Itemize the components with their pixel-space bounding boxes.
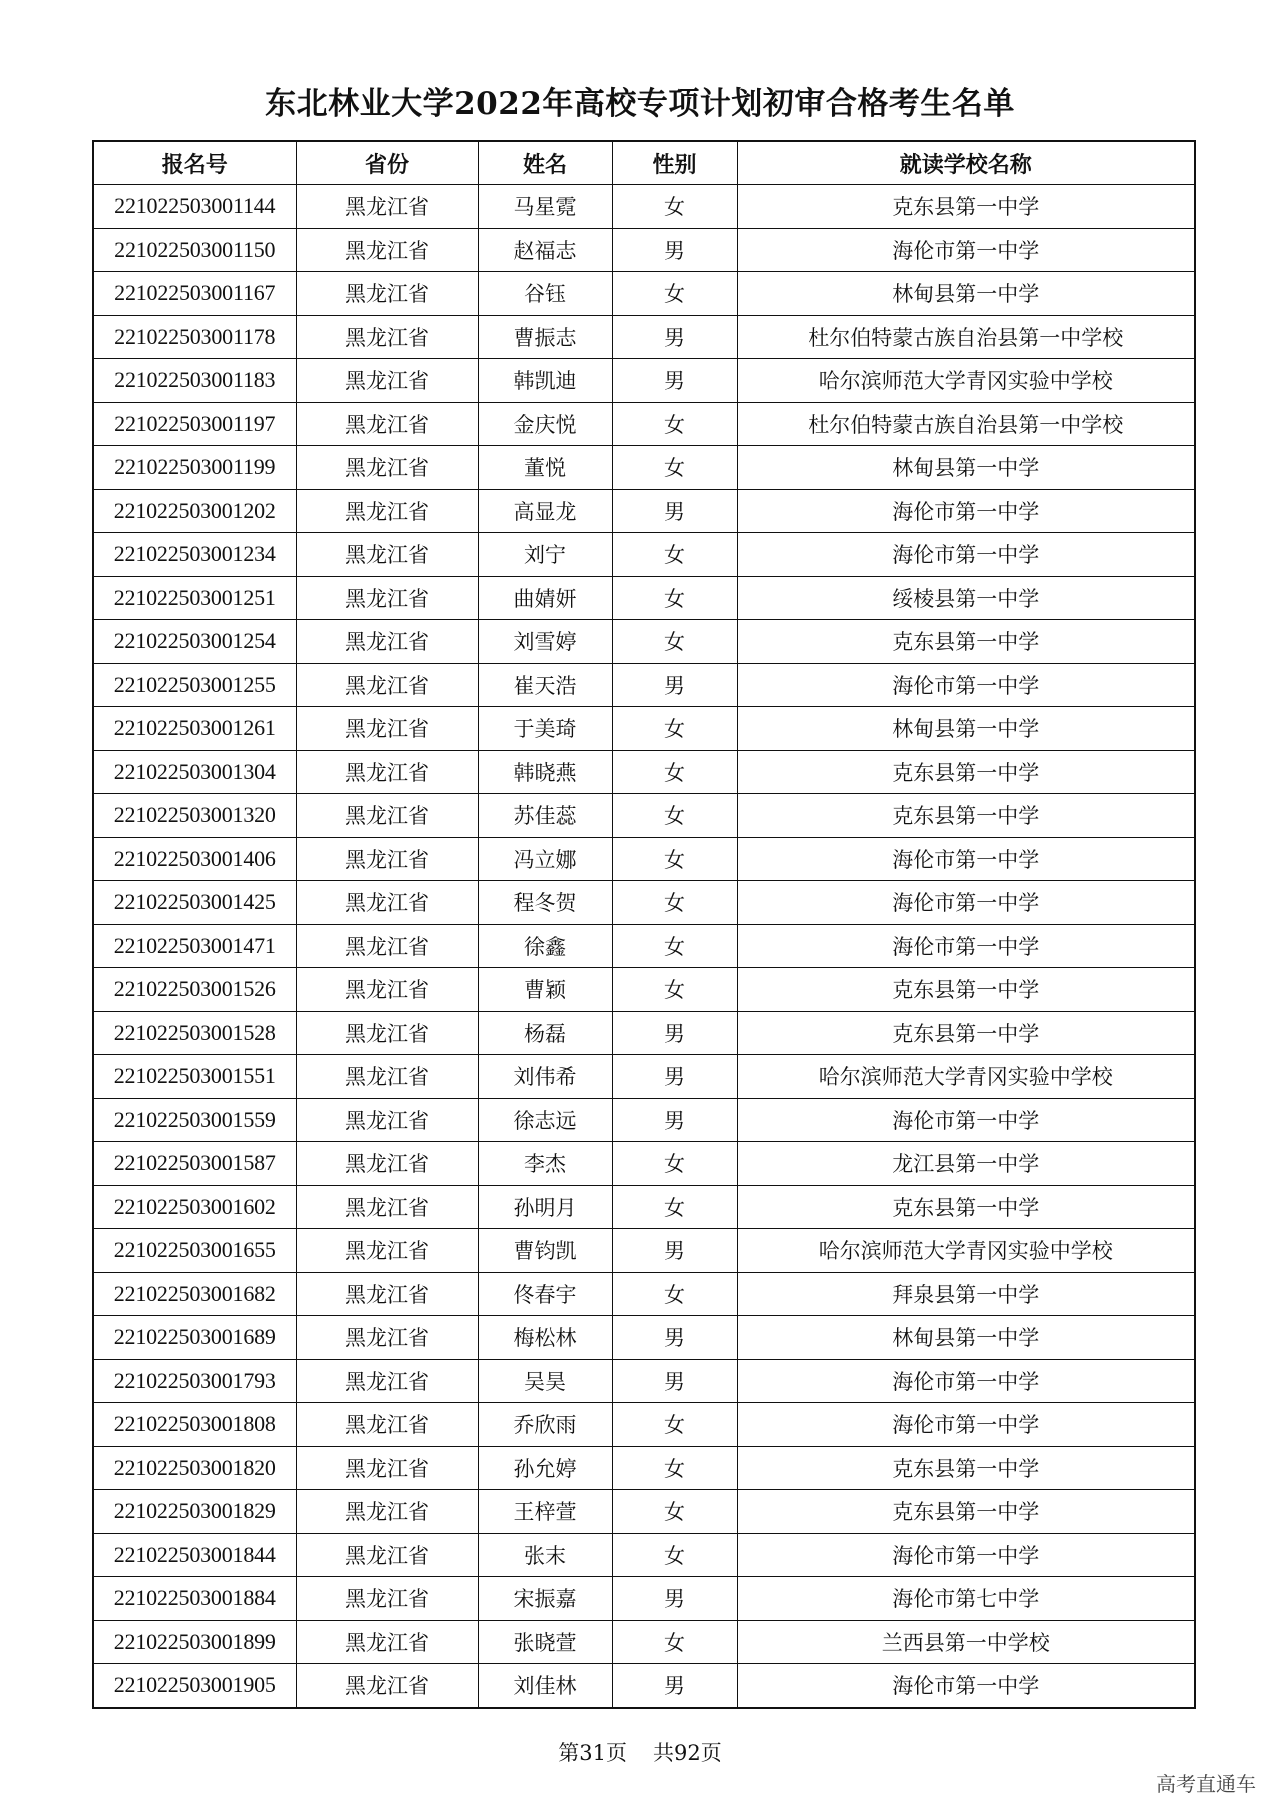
gender-cell: 女: [612, 1142, 737, 1186]
registration-id-cell: 221022503001183: [93, 359, 296, 403]
province-cell: 黑龙江省: [296, 1098, 478, 1142]
school-cell: 林甸县第一中学: [737, 707, 1195, 751]
table-header: [93, 141, 1195, 185]
school-cell: 哈尔滨师范大学青冈实验中学校: [737, 359, 1195, 403]
name-cell: 曹振志: [478, 315, 612, 359]
name-cell: 孙允婷: [478, 1446, 612, 1490]
province-cell: 黑龙江省: [296, 446, 478, 490]
name-cell: 金庆悦: [478, 402, 612, 446]
table-row: [93, 1403, 1195, 1447]
table-row: [93, 359, 1195, 403]
table-row: [93, 1446, 1195, 1490]
province-cell: 黑龙江省: [296, 1620, 478, 1664]
school-cell: 海伦市第一中学: [737, 489, 1195, 533]
registration-id-cell: 221022503001178: [93, 315, 296, 359]
province-cell: 黑龙江省: [296, 968, 478, 1012]
registration-id-cell: 221022503001406: [93, 837, 296, 881]
province-cell: 黑龙江省: [296, 1229, 478, 1273]
registration-id-cell: 221022503001202: [93, 489, 296, 533]
gender-cell: 男: [612, 1229, 737, 1273]
province-cell: 黑龙江省: [296, 1316, 478, 1360]
name-cell: 曹颖: [478, 968, 612, 1012]
table-row: [93, 663, 1195, 707]
gender-cell: 女: [612, 272, 737, 316]
registration-id-cell: 221022503001829: [93, 1490, 296, 1534]
school-cell: 杜尔伯特蒙古族自治县第一中学校: [737, 402, 1195, 446]
gender-cell: 女: [612, 968, 737, 1012]
school-cell: 海伦市第一中学: [737, 1533, 1195, 1577]
table-row: [93, 1620, 1195, 1664]
province-cell: 黑龙江省: [296, 620, 478, 664]
table-row: [93, 881, 1195, 925]
registration-id-cell: 221022503001254: [93, 620, 296, 664]
gender-cell: 女: [612, 1620, 737, 1664]
registration-id-cell: 221022503001884: [93, 1577, 296, 1621]
gender-cell: 男: [612, 1664, 737, 1708]
name-cell: 张末: [478, 1533, 612, 1577]
name-cell: 苏佳蕊: [478, 794, 612, 838]
page-number: 第31页: [558, 1741, 627, 1765]
table-row: [93, 1185, 1195, 1229]
watermark-text: 高考直通车: [1156, 1772, 1256, 1796]
table-row: [93, 837, 1195, 881]
header-row: [93, 141, 1195, 185]
province-cell: 黑龙江省: [296, 1185, 478, 1229]
registration-id-cell: 221022503001255: [93, 663, 296, 707]
name-cell: 李杰: [478, 1142, 612, 1186]
registration-id-cell: 221022503001820: [93, 1446, 296, 1490]
province-cell: 黑龙江省: [296, 1403, 478, 1447]
registration-id-cell: 221022503001526: [93, 968, 296, 1012]
gender-cell: 女: [612, 794, 737, 838]
table-row: [93, 1316, 1195, 1360]
name-cell: 刘雪婷: [478, 620, 612, 664]
gender-cell: 男: [612, 1577, 737, 1621]
gender-cell: 女: [612, 1490, 737, 1534]
registration-id-cell: 221022503001199: [93, 446, 296, 490]
province-cell: 黑龙江省: [296, 1664, 478, 1708]
province-cell: 黑龙江省: [296, 402, 478, 446]
gender-cell: 女: [612, 1533, 737, 1577]
registration-id-cell: 221022503001808: [93, 1403, 296, 1447]
school-cell: 林甸县第一中学: [737, 272, 1195, 316]
registration-id-cell: 221022503001844: [93, 1533, 296, 1577]
registration-id-cell: 221022503001559: [93, 1098, 296, 1142]
registration-id-cell: 221022503001144: [93, 185, 296, 229]
province-cell: 黑龙江省: [296, 359, 478, 403]
province-cell: 黑龙江省: [296, 881, 478, 925]
name-cell: 赵福志: [478, 228, 612, 272]
header-registration-id: 报名号: [93, 141, 296, 185]
registration-id-cell: 221022503001905: [93, 1664, 296, 1708]
table-row: [93, 228, 1195, 272]
gender-cell: 女: [612, 1185, 737, 1229]
gender-cell: 男: [612, 228, 737, 272]
header-province: 省份: [296, 141, 478, 185]
table-row: [93, 1359, 1195, 1403]
registration-id-cell: 221022503001587: [93, 1142, 296, 1186]
province-cell: 黑龙江省: [296, 1272, 478, 1316]
registration-id-cell: 221022503001602: [93, 1185, 296, 1229]
gender-cell: 男: [612, 1098, 737, 1142]
table-row: [93, 533, 1195, 577]
school-cell: 海伦市第一中学: [737, 228, 1195, 272]
gender-cell: 女: [612, 837, 737, 881]
name-cell: 高显龙: [478, 489, 612, 533]
school-cell: 克东县第一中学: [737, 1490, 1195, 1534]
province-cell: 黑龙江省: [296, 1055, 478, 1099]
name-cell: 乔欣雨: [478, 1403, 612, 1447]
gender-cell: 男: [612, 1359, 737, 1403]
page-footer: [0, 1737, 1280, 1767]
header-name: 姓名: [478, 141, 612, 185]
province-cell: 黑龙江省: [296, 1011, 478, 1055]
candidate-table: [92, 140, 1196, 1709]
school-cell: 杜尔伯特蒙古族自治县第一中学校: [737, 315, 1195, 359]
school-cell: 海伦市第一中学: [737, 533, 1195, 577]
province-cell: 黑龙江省: [296, 1577, 478, 1621]
school-cell: 拜泉县第一中学: [737, 1272, 1195, 1316]
gender-cell: 女: [612, 924, 737, 968]
table-row: [93, 1577, 1195, 1621]
gender-cell: 男: [612, 663, 737, 707]
name-cell: 梅松林: [478, 1316, 612, 1360]
province-cell: 黑龙江省: [296, 272, 478, 316]
gender-cell: 女: [612, 707, 737, 751]
gender-cell: 男: [612, 1055, 737, 1099]
table-row: [93, 1664, 1195, 1708]
table-row: [93, 1098, 1195, 1142]
school-cell: 龙江县第一中学: [737, 1142, 1195, 1186]
province-cell: 黑龙江省: [296, 576, 478, 620]
registration-id-cell: 221022503001425: [93, 881, 296, 925]
province-cell: 黑龙江省: [296, 315, 478, 359]
name-cell: 冯立娜: [478, 837, 612, 881]
table-row: [93, 272, 1195, 316]
province-cell: 黑龙江省: [296, 489, 478, 533]
name-cell: 曹钧凯: [478, 1229, 612, 1273]
school-cell: 海伦市第一中学: [737, 1664, 1195, 1708]
page-total: 共92页: [653, 1741, 722, 1765]
province-cell: 黑龙江省: [296, 707, 478, 751]
province-cell: 黑龙江省: [296, 533, 478, 577]
name-cell: 刘佳林: [478, 1664, 612, 1708]
school-cell: 绥棱县第一中学: [737, 576, 1195, 620]
table-row: [93, 402, 1195, 446]
gender-cell: 女: [612, 881, 737, 925]
table-row: [93, 315, 1195, 359]
school-cell: 林甸县第一中学: [737, 446, 1195, 490]
school-cell: 海伦市第一中学: [737, 837, 1195, 881]
province-cell: 黑龙江省: [296, 837, 478, 881]
header-school: 就读学校名称: [737, 141, 1195, 185]
table-row: [93, 1272, 1195, 1316]
table-row: [93, 185, 1195, 229]
table-row: [93, 1011, 1195, 1055]
gender-cell: 女: [612, 533, 737, 577]
registration-id-cell: 221022503001251: [93, 576, 296, 620]
gender-cell: 女: [612, 185, 737, 229]
gender-cell: 女: [612, 1272, 737, 1316]
registration-id-cell: 221022503001899: [93, 1620, 296, 1664]
table-row: [93, 1229, 1195, 1273]
table-row: [93, 794, 1195, 838]
table-row: [93, 707, 1195, 751]
registration-id-cell: 221022503001528: [93, 1011, 296, 1055]
name-cell: 佟春宇: [478, 1272, 612, 1316]
registration-id-cell: 221022503001689: [93, 1316, 296, 1360]
table-row: [93, 576, 1195, 620]
registration-id-cell: 221022503001304: [93, 750, 296, 794]
province-cell: 黑龙江省: [296, 1533, 478, 1577]
name-cell: 宋振嘉: [478, 1577, 612, 1621]
registration-id-cell: 221022503001682: [93, 1272, 296, 1316]
school-cell: 克东县第一中学: [737, 750, 1195, 794]
gender-cell: 女: [612, 576, 737, 620]
gender-cell: 女: [612, 750, 737, 794]
province-cell: 黑龙江省: [296, 228, 478, 272]
school-cell: 海伦市第一中学: [737, 1359, 1195, 1403]
school-cell: 克东县第一中学: [737, 968, 1195, 1012]
name-cell: 孙明月: [478, 1185, 612, 1229]
registration-id-cell: 221022503001234: [93, 533, 296, 577]
province-cell: 黑龙江省: [296, 1446, 478, 1490]
school-cell: 克东县第一中学: [737, 1185, 1195, 1229]
gender-cell: 男: [612, 1011, 737, 1055]
table-row: [93, 1055, 1195, 1099]
name-cell: 张晓萱: [478, 1620, 612, 1664]
school-cell: 海伦市第一中学: [737, 924, 1195, 968]
school-cell: 克东县第一中学: [737, 620, 1195, 664]
name-cell: 杨磊: [478, 1011, 612, 1055]
table-body: [93, 185, 1195, 1708]
gender-cell: 男: [612, 489, 737, 533]
gender-cell: 女: [612, 446, 737, 490]
gender-cell: 男: [612, 315, 737, 359]
table-row: [93, 1142, 1195, 1186]
table-row: [93, 620, 1195, 664]
province-cell: 黑龙江省: [296, 794, 478, 838]
header-gender: 性别: [612, 141, 737, 185]
table-row: [93, 924, 1195, 968]
registration-id-cell: 221022503001261: [93, 707, 296, 751]
name-cell: 王梓萱: [478, 1490, 612, 1534]
name-cell: 于美琦: [478, 707, 612, 751]
table-row: [93, 1533, 1195, 1577]
province-cell: 黑龙江省: [296, 1490, 478, 1534]
province-cell: 黑龙江省: [296, 924, 478, 968]
gender-cell: 女: [612, 1403, 737, 1447]
name-cell: 徐鑫: [478, 924, 612, 968]
province-cell: 黑龙江省: [296, 750, 478, 794]
name-cell: 吴昊: [478, 1359, 612, 1403]
province-cell: 黑龙江省: [296, 1359, 478, 1403]
province-cell: 黑龙江省: [296, 1142, 478, 1186]
name-cell: 韩凯迪: [478, 359, 612, 403]
table-row: [93, 1490, 1195, 1534]
document-title: 东北林业大学2022年高校专项计划初审合格考生名单: [265, 86, 1015, 122]
name-cell: 崔天浩: [478, 663, 612, 707]
school-cell: 克东县第一中学: [737, 185, 1195, 229]
school-cell: 克东县第一中学: [737, 1446, 1195, 1490]
gender-cell: 女: [612, 1446, 737, 1490]
gender-cell: 男: [612, 359, 737, 403]
school-cell: 哈尔滨师范大学青冈实验中学校: [737, 1229, 1195, 1273]
registration-id-cell: 221022503001793: [93, 1359, 296, 1403]
name-cell: 曲婧妍: [478, 576, 612, 620]
school-cell: 克东县第一中学: [737, 1011, 1195, 1055]
name-cell: 韩晓燕: [478, 750, 612, 794]
name-cell: 程冬贺: [478, 881, 612, 925]
registration-id-cell: 221022503001471: [93, 924, 296, 968]
table-row: [93, 489, 1195, 533]
registration-id-cell: 221022503001167: [93, 272, 296, 316]
registration-id-cell: 221022503001655: [93, 1229, 296, 1273]
school-cell: 海伦市第一中学: [737, 1403, 1195, 1447]
name-cell: 刘宁: [478, 533, 612, 577]
school-cell: 海伦市第一中学: [737, 663, 1195, 707]
school-cell: 海伦市第一中学: [737, 1098, 1195, 1142]
name-cell: 董悦: [478, 446, 612, 490]
school-cell: 林甸县第一中学: [737, 1316, 1195, 1360]
table-row: [93, 750, 1195, 794]
school-cell: 克东县第一中学: [737, 794, 1195, 838]
gender-cell: 女: [612, 402, 737, 446]
school-cell: 哈尔滨师范大学青冈实验中学校: [737, 1055, 1195, 1099]
registration-id-cell: 221022503001320: [93, 794, 296, 838]
registration-id-cell: 221022503001551: [93, 1055, 296, 1099]
school-cell: 兰西县第一中学校: [737, 1620, 1195, 1664]
gender-cell: 男: [612, 1316, 737, 1360]
province-cell: 黑龙江省: [296, 663, 478, 707]
registration-id-cell: 221022503001150: [93, 228, 296, 272]
name-cell: 马星霓: [478, 185, 612, 229]
name-cell: 徐志远: [478, 1098, 612, 1142]
gender-cell: 女: [612, 620, 737, 664]
table-row: [93, 968, 1195, 1012]
school-cell: 海伦市第七中学: [737, 1577, 1195, 1621]
registration-id-cell: 221022503001197: [93, 402, 296, 446]
name-cell: 刘伟希: [478, 1055, 612, 1099]
province-cell: 黑龙江省: [296, 185, 478, 229]
school-cell: 海伦市第一中学: [737, 881, 1195, 925]
table-row: [93, 446, 1195, 490]
name-cell: 谷钰: [478, 272, 612, 316]
